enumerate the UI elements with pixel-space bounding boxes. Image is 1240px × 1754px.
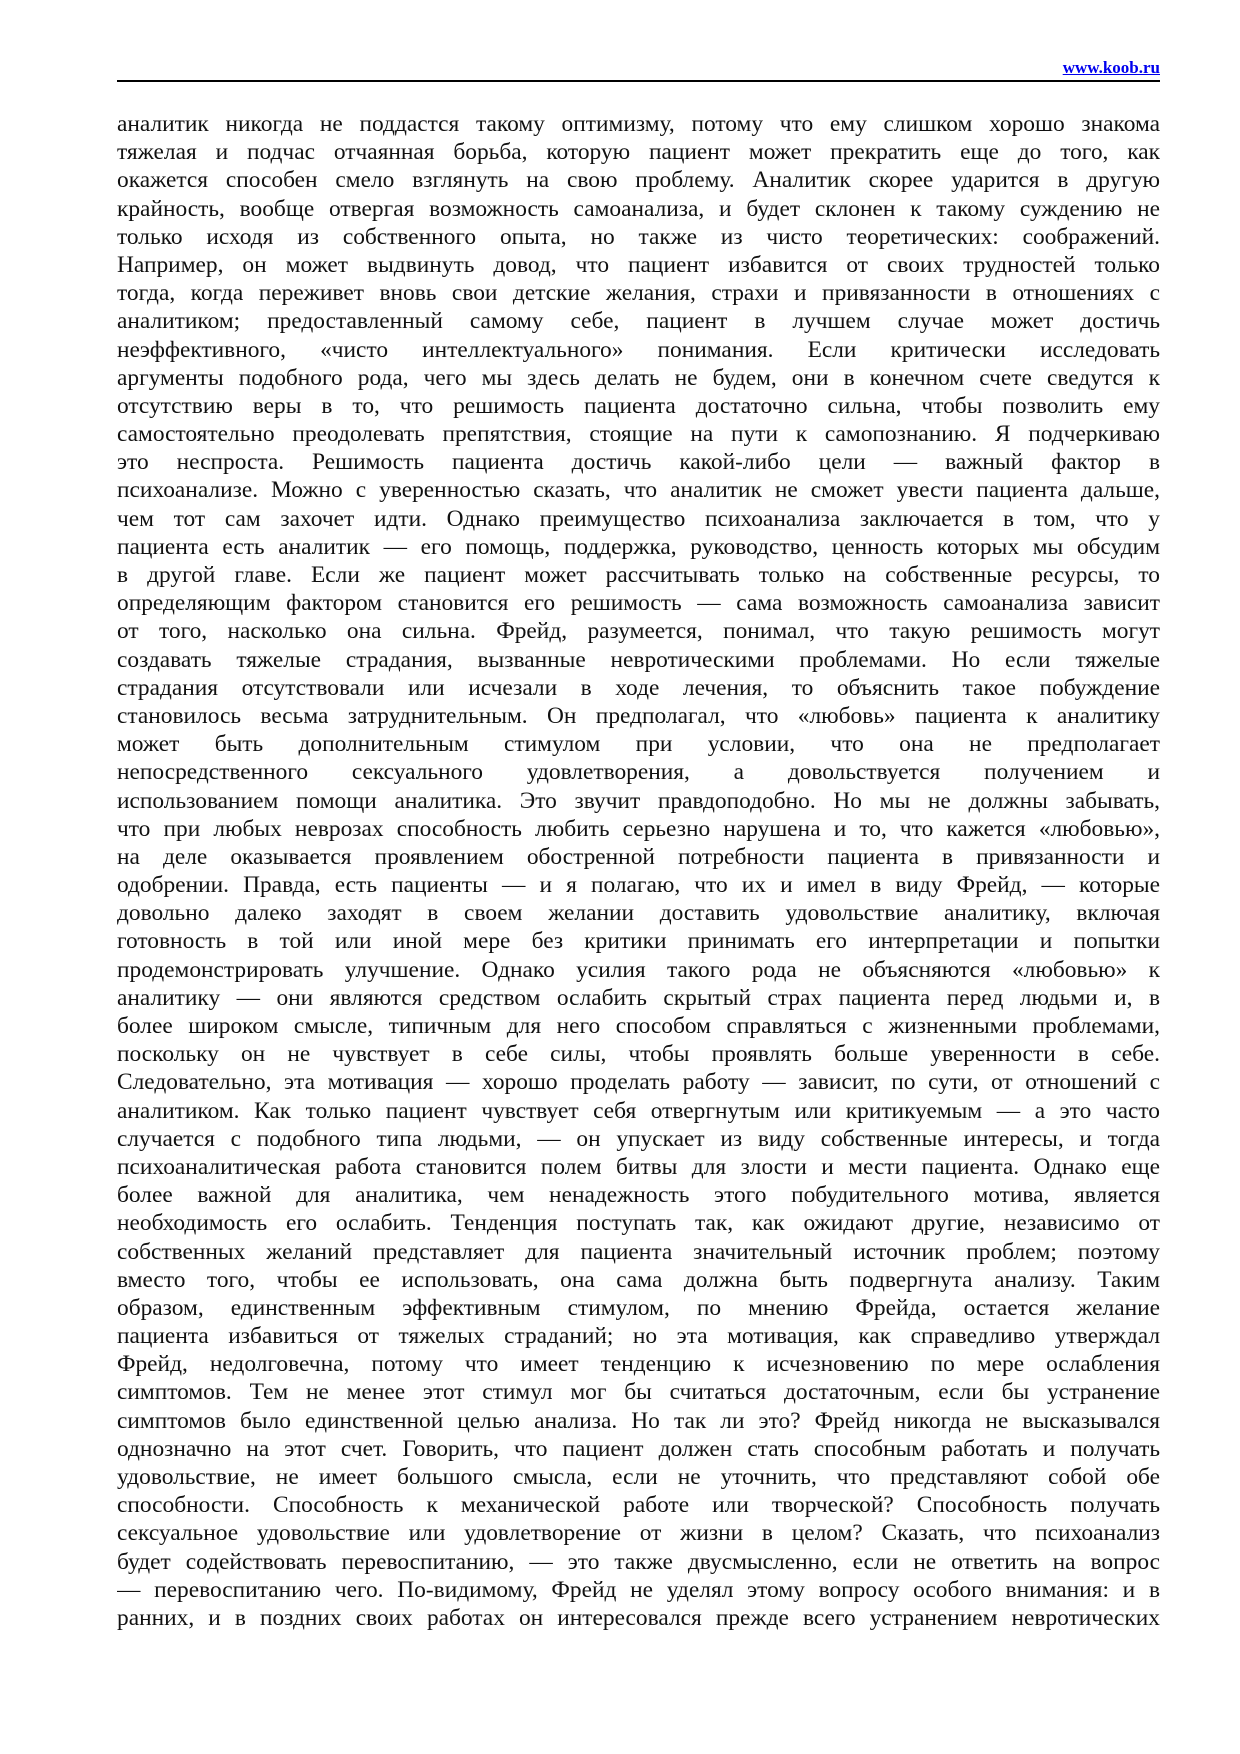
text-line: от того, насколько она сильна. Фрейд, разумеется, понимал, что такую решимость могут [117, 618, 1160, 645]
text-line: удовольствие, не имеет большого смысла, если не уточнить, что представляют собой обе [117, 1464, 1160, 1490]
text-line: симптомов было единственной целью анализа. Но так ли это? Фрейд никогда не высказывался [117, 1407, 1160, 1434]
text-line: пациента избавиться от тяжелых страданий; но эта мотивация, как справедливо утверждал [117, 1323, 1160, 1350]
text-line: образом, единственным эффективным стимулом, по мнению Фрейда, остается желание [117, 1294, 1160, 1321]
text-line: только исходя из собственного опыта, но также из чисто теоретических: соображений. [117, 223, 1160, 250]
text-line: крайность, вообще отвергая возможность самоанализа, и будет склонен к такому суждению не [117, 195, 1160, 222]
text-line: психоаналитическая работа становится полем битвы для злости и мести пациента. Однако еще [117, 1153, 1160, 1180]
text-line: аналитик никогда не поддастся такому оптимизму, потому что ему слишком хорошо знакома [117, 111, 1160, 137]
text-line: симптомов. Тем не менее этот стимул мог бы считаться достаточным, если бы устранение [117, 1379, 1160, 1406]
text-line: может быть дополнительным стимулом при условии, что она не предполагает [117, 731, 1160, 758]
text-line: будет содействовать перевоспитанию, — это также двусмысленно, если не ответить на вопрос [117, 1548, 1160, 1575]
text-line: чем тот сам захочет идти. Однако преимущество психоанализа заключается в том, что у [117, 505, 1160, 532]
text-line: что при любых неврозах способность любить серьезно нарушена и то, что кажется «любовью», [117, 815, 1160, 842]
text-line: использованием помощи аналитика. Это звучит правдоподобно. Но мы не должны забывать, [117, 787, 1160, 814]
text-line: аналитику — они являются средством ослабить скрытый страх пациента перед людьми и, в [117, 984, 1160, 1011]
text-line: более важной для аналитика, чем ненадежность этого побудительного мотива, является [117, 1182, 1160, 1209]
text-line: одобрении. Правда, есть пациенты — и я полагаю, что их и имел в виду Фрейд, — которые [117, 872, 1160, 899]
text-line: случается с подобного типа людьми, — он упускает из виду собственные интересы, и тогда [117, 1125, 1160, 1152]
text-line: более широком смысле, типичным для него способом справляться с жизненными проблемами, [117, 1013, 1160, 1039]
text-line: аналитиком. Как только пациент чувствует себя отвергнутым или критикуемым — а это часто [117, 1097, 1160, 1124]
header-divider [117, 80, 1160, 82]
text-line: в другой главе. Если же пациент может рассчитывать только на собственные ресурсы, то [117, 562, 1160, 588]
text-line: Например, он может выдвинуть довод, что пациент избавится от своих трудностей только [117, 251, 1160, 278]
text-line: психоанализе. Можно с уверенностью сказать, что аналитик не сможет увести пациента дальше, [117, 477, 1160, 504]
text-line: тогда, когда переживет вновь свои детские желания, страхи и привязанности в отношениях с [117, 280, 1160, 307]
text-line: окажется способен смело взглянуть на свою проблему. Аналитик скорее ударится в другую [117, 167, 1160, 194]
text-line: Фрейд, недолговечна, потому что имеет тенденцию к исчезновению по мере ослабления [117, 1351, 1160, 1378]
text-line: тяжелая и подчас отчаянная борьба, которую пациент может прекратить еще до того, как [117, 139, 1160, 166]
text-line: это неспроста. Решимость пациента достичь какой-либо цели — важный фактор в [117, 449, 1160, 476]
text-line: отсутствию веры в то, что решимость пациента достаточно сильна, чтобы позволить ему [117, 392, 1160, 419]
text-line: создавать тяжелые страдания, вызванные невротическими проблемами. Но если тяжелые [117, 646, 1160, 673]
text-line: непосредственного сексуального удовлетворения, а довольствуется получением и [117, 759, 1160, 786]
text-line: однозначно на этот счет. Говорить, что пациент должен стать способным работать и получать [117, 1435, 1160, 1462]
text-line: готовность в той или иной мере без критики принимать его интерпретации и попытки [117, 928, 1160, 955]
text-line: способности. Способность к механической работе или творческой? Способность получать [117, 1492, 1160, 1519]
text-line: самостоятельно преодолевать препятствия, стоящие на пути к самопознанию. Я подчеркиваю [117, 421, 1160, 448]
text-line: аргументы подобного рода, чего мы здесь делать не будем, они в конечном счете сведутся к [117, 364, 1160, 391]
text-line: поскольку он не чувствует в себе силы, чтобы проявлять больше уверенности в себе. [117, 1041, 1160, 1068]
text-line: — перевоспитанию чего. По-видимому, Фрейд не уделял этому вопросу особого внимания: и в [117, 1576, 1160, 1603]
text-line: продемонстрировать улучшение. Однако усилия такого рода не объясняются «любовью» к [117, 956, 1160, 983]
text-line: аналитиком; предоставленный самому себе, пациент в лучшем случае может достичь [117, 308, 1160, 335]
text-line: довольно далеко заходят в своем желании доставить удовольствие аналитику, включая [117, 900, 1160, 927]
text-line: на деле оказывается проявлением обостренной потребности пациента в привязанности и [117, 843, 1160, 870]
site-link[interactable]: www.koob.ru [1062, 58, 1160, 77]
text-line: вместо того, чтобы ее использовать, она сама должна быть подвергнута анализу. Таким [117, 1266, 1160, 1293]
text-line: неэффективного, «чисто интеллектуального» понимания. Если критически исследовать [117, 336, 1160, 363]
text-line: определяющим фактором становится его решимость — сама возможность самоанализа зависит [117, 590, 1160, 617]
text-line: необходимость его ослабить. Тенденция поступать так, как ожидают другие, независимо от [117, 1210, 1160, 1237]
text-line: сексуальное удовольствие или удовлетворение от жизни в целом? Сказать, что психоанализ [117, 1520, 1160, 1547]
text-line: Следовательно, эта мотивация — хорошо проделать работу — зависит, по сути, от отношений с [117, 1069, 1160, 1096]
body-text [117, 110, 1160, 1632]
text-line: собственных желаний представляет для пациента значительный источник проблем; поэтому [117, 1238, 1160, 1265]
text-line: пациента есть аналитик — его помощь, поддержка, руководство, ценность которых мы обсудим [117, 533, 1160, 560]
text-line: страдания отсутствовали или исчезали в ходе лечения, то объяснить такое побуждение [117, 674, 1160, 701]
text-line: ранних, и в поздних своих работах он интересовался прежде всего устранением невротических [117, 1604, 1160, 1631]
text-line: становилось весьма затруднительным. Он предполагал, что «любовь» пациента к аналитику [117, 702, 1160, 729]
